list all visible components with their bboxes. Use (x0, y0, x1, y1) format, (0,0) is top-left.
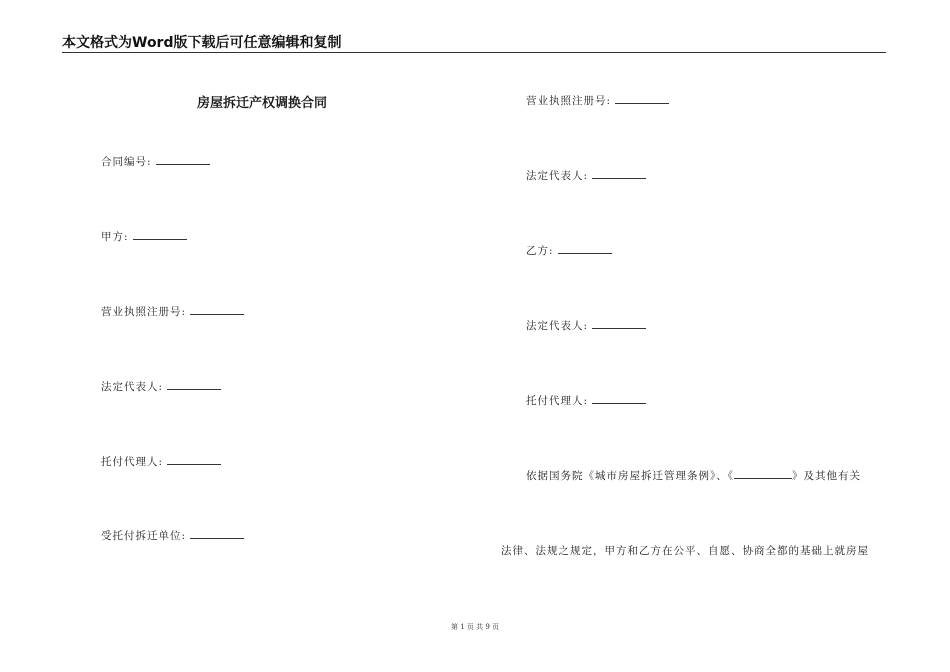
blank-line (592, 394, 646, 404)
paragraph-text: 依据国务院《城市房屋拆迁管理条例》、《 (526, 470, 734, 482)
field-label: 法定代表人: (101, 381, 164, 393)
field-agent-b (526, 393, 646, 408)
field-label: 营业执照注册号: (101, 306, 187, 318)
field-label: 受托付拆迁单位: (101, 530, 187, 542)
blank-line (615, 94, 669, 104)
blank-line (167, 455, 221, 465)
field-label: 甲方: (101, 231, 129, 243)
field-party-a (101, 229, 187, 244)
field-license-number-b (526, 93, 669, 108)
field-legal-rep-a2 (526, 168, 646, 183)
field-legal-rep-b (526, 318, 646, 333)
field-label: 合同编号: (101, 156, 152, 168)
field-label: 乙方: (526, 245, 554, 257)
field-label: 法定代表人: (526, 170, 589, 182)
paragraph-text: 》及其他有关 (792, 470, 861, 482)
blank-line (133, 230, 187, 240)
document-header: 本文格式为Word版下载后可任意编辑和复制 (62, 35, 342, 51)
paragraph-line-2: 法律、法规之规定，甲方和乙方在公平、自愿、协商全都的基础上就房屋 (501, 545, 869, 557)
blank-line (558, 244, 612, 254)
paragraph-line-1 (526, 468, 861, 483)
contract-title: 房屋拆迁产权调换合同 (196, 96, 327, 111)
field-contract-number (101, 154, 210, 169)
blank-line (734, 469, 792, 479)
field-label: 法定代表人: (526, 320, 589, 332)
field-party-b (526, 243, 612, 258)
field-legal-rep-a (101, 379, 221, 394)
blank-line (592, 319, 646, 329)
field-label: 托付代理人: (526, 395, 589, 407)
blank-line (167, 380, 221, 390)
header-divider (62, 52, 886, 53)
page-footer: 第 1 页 共 9 页 (450, 623, 500, 631)
field-label: 营业执照注册号: (526, 95, 612, 107)
blank-line (156, 155, 210, 165)
field-agent-a (101, 454, 221, 469)
blank-line (190, 529, 244, 539)
blank-line (190, 305, 244, 315)
blank-line (592, 169, 646, 179)
field-label: 托付代理人: (101, 456, 164, 468)
field-demolition-unit (101, 528, 244, 543)
field-license-number-a (101, 304, 244, 319)
